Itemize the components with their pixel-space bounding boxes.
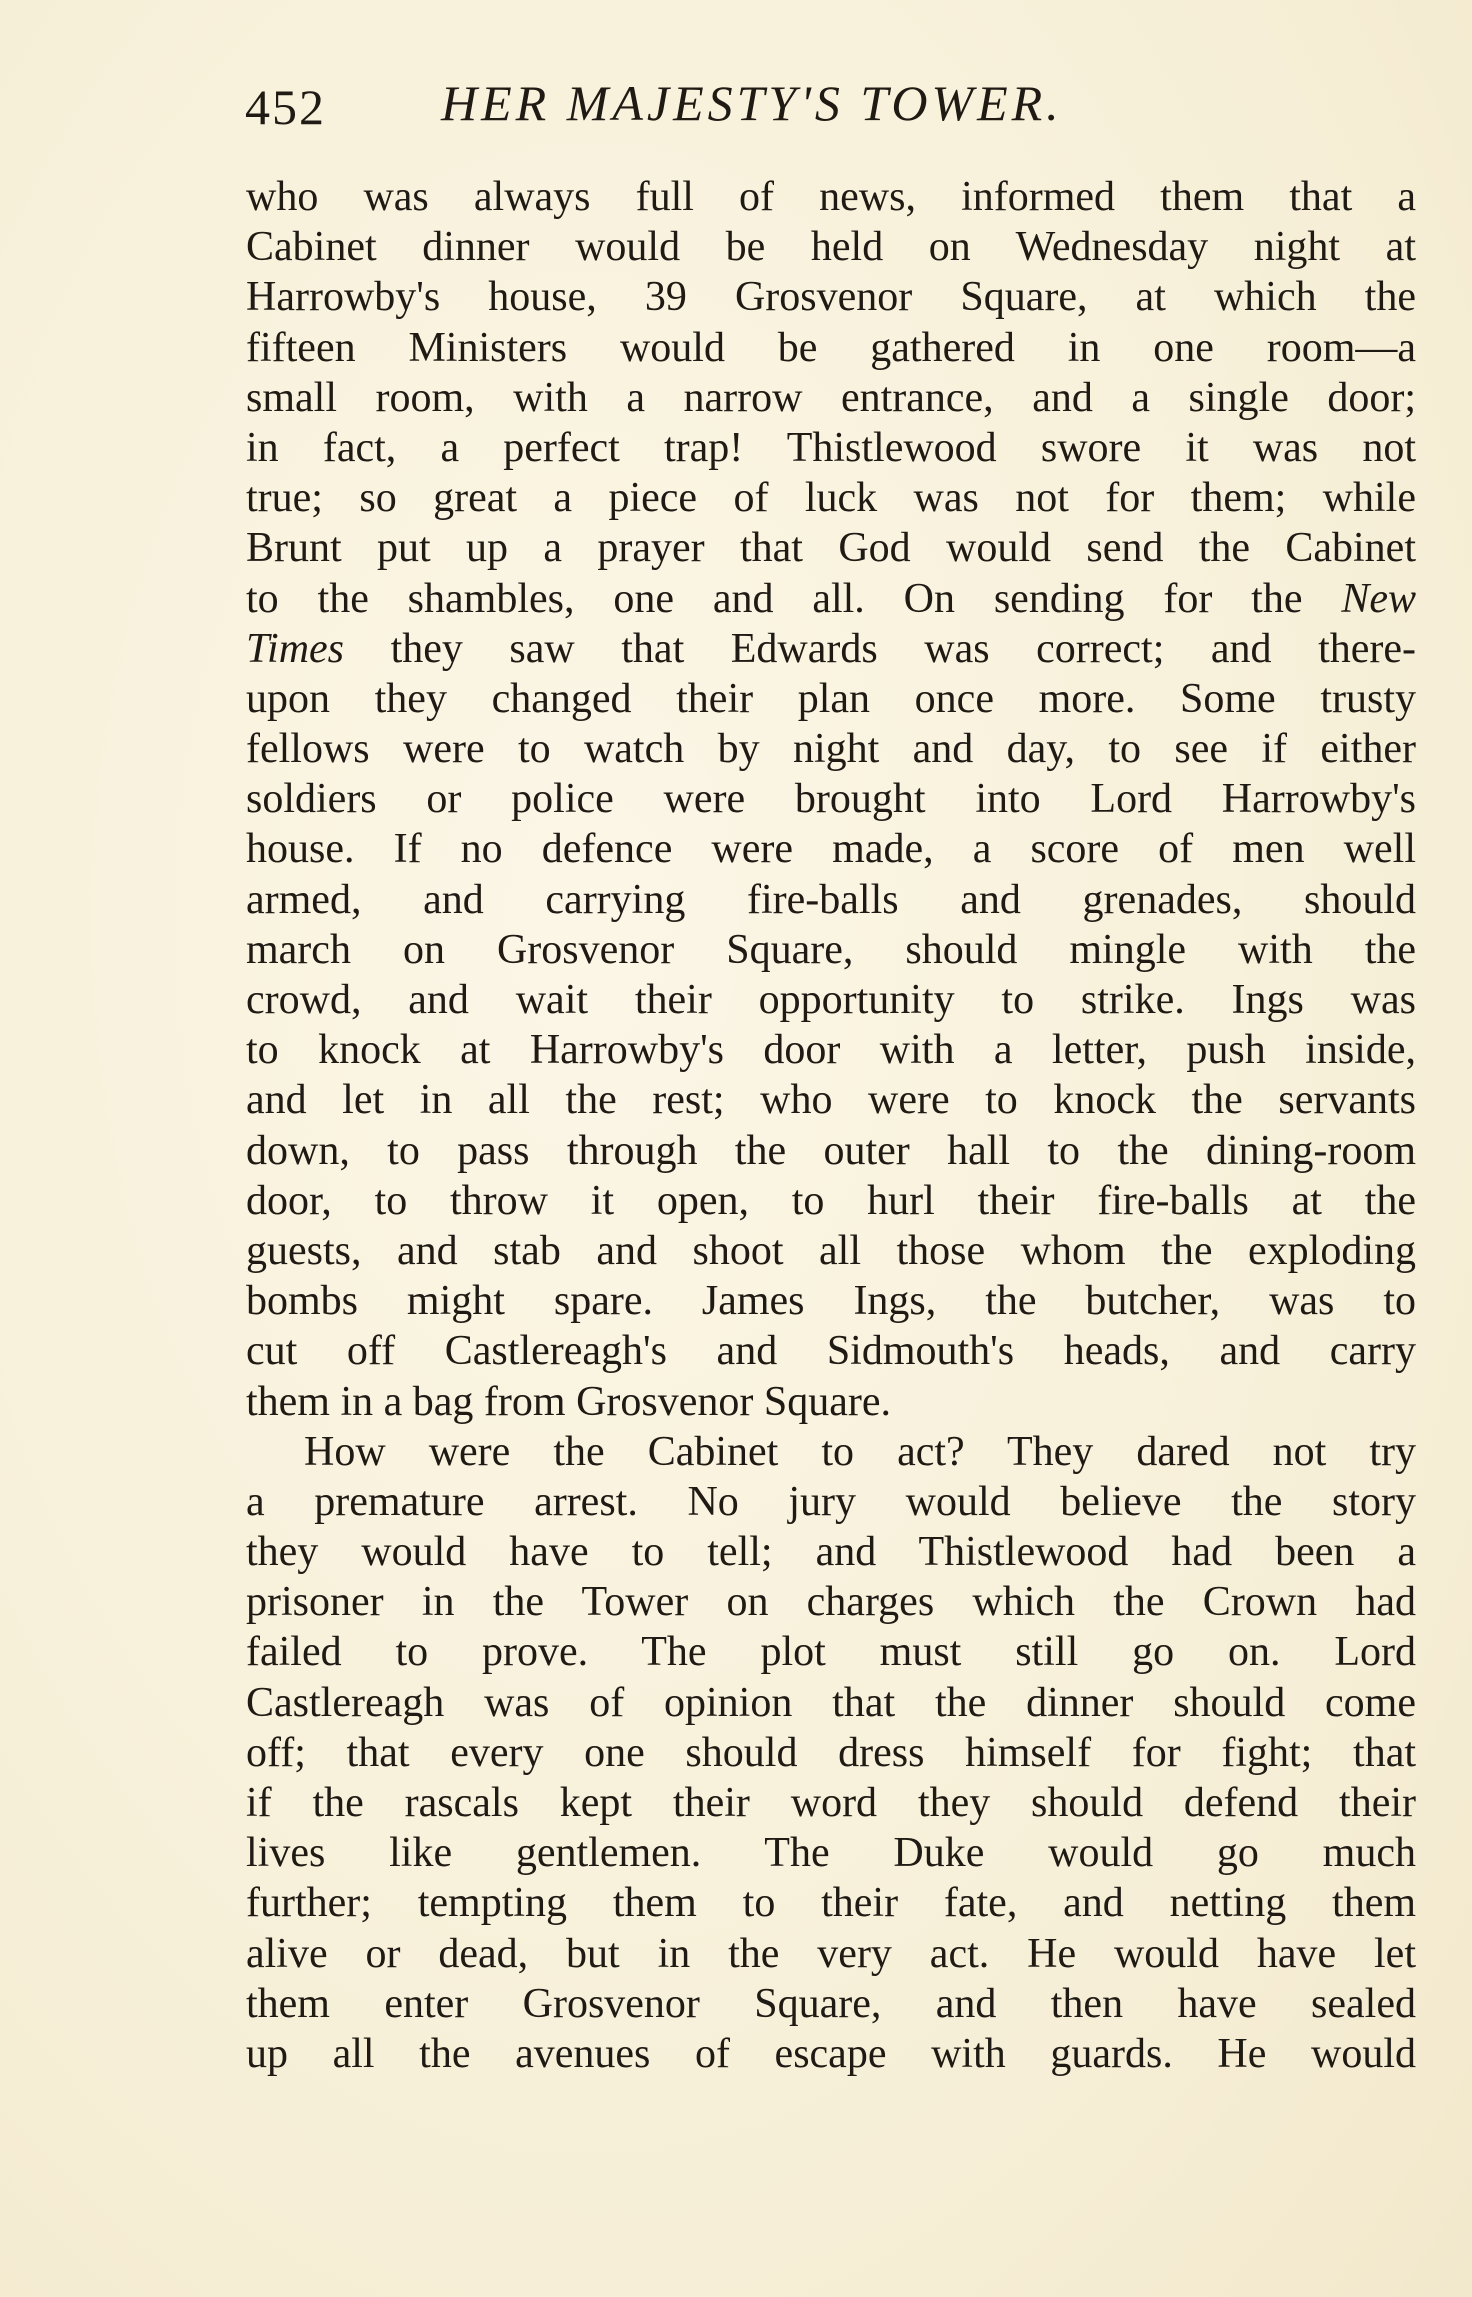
- paragraph-1: [246, 172, 1416, 1427]
- running-title: HER MAJESTY'S TOWER.: [441, 75, 1063, 131]
- text-line: small room, with a narrow entrance, and a single door;: [246, 374, 1416, 421]
- text-line: if the rascals kept their word they should defend their: [246, 1780, 1416, 1826]
- text-line: in fact, a perfect trap! Thistlewood swore it was not: [246, 424, 1416, 471]
- text-line: house. If no defence were made, a score of men well: [246, 826, 1416, 873]
- text-line: alive or dead, but in the very act. He would have let: [246, 1930, 1416, 1977]
- text-line: them enter Grosvenor Square, and then have sealed: [246, 1980, 1416, 2027]
- text-line: fifteen Ministers would be gathered in one room—a: [246, 324, 1416, 371]
- paragraph-2: [246, 1427, 1416, 2079]
- text-line: Castlereagh was of opinion that the dinner should come: [246, 1679, 1416, 1726]
- text-line: soldiers or police were brought into Lord Harrowby's: [246, 776, 1416, 823]
- body-text: [246, 172, 1416, 2079]
- text-line: Brunt put up a prayer that God would send the Cabinet: [246, 525, 1416, 572]
- italic-title: New: [1341, 575, 1416, 622]
- text-line: true; so great a piece of luck was not for them; while: [246, 475, 1416, 522]
- text-line: Harrowby's house, 39 Grosvenor Square, at which the: [246, 274, 1416, 321]
- text-line: How were the Cabinet to act? They dared not try: [304, 1428, 1416, 1475]
- text-line: crowd, and wait their opportunity to strike. Ings was: [246, 977, 1416, 1023]
- text-line: and let in all the rest; who were to knock the servants: [246, 1077, 1416, 1124]
- text-line: further; tempting them to their fate, and netting them: [246, 1880, 1416, 1927]
- text-line: up all the avenues of escape with guards. He would: [246, 2030, 1416, 2077]
- page-number: 452: [245, 79, 326, 135]
- text-line: cut off Castlereagh's and Sidmouth's heads, and carry: [246, 1328, 1416, 1375]
- running-head: [245, 68, 1415, 138]
- text-line: door, to throw it open, to hurl their fire-balls at the: [246, 1177, 1416, 1224]
- italic-title: Times: [246, 625, 345, 672]
- text-line: down, to pass through the outer hall to the dining-room: [246, 1127, 1416, 1174]
- text-line: fellows were to watch by night and day, to see if either: [246, 726, 1416, 773]
- text-line: bombs might spare. James Ings, the butcher, was to: [246, 1278, 1416, 1325]
- text-line: who was always full of news, informed them that a: [246, 174, 1416, 220]
- text-line: armed, and carrying fire-balls and grenades, should: [246, 876, 1416, 923]
- text-line: Cabinet dinner would be held on Wednesday night at: [246, 224, 1416, 271]
- text-line: they would have to tell; and Thistlewood had been a: [246, 1529, 1416, 1576]
- text-line: to the shambles, one and all. On sending for the New: [246, 575, 1416, 622]
- text-line: failed to prove. The plot must still go on. Lord: [246, 1629, 1416, 1676]
- text-line: upon they changed their plan once more. Some trusty: [246, 675, 1416, 722]
- text-line: a premature arrest. No jury would believe the story: [246, 1478, 1416, 1525]
- text-line: them in a bag from Grosvenor Square.: [246, 1378, 891, 1425]
- text-line: lives like gentlemen. The Duke would go much: [246, 1830, 1416, 1877]
- text-line: off; that every one should dress himself for fight; that: [246, 1729, 1416, 1776]
- text-line: march on Grosvenor Square, should mingle with the: [246, 926, 1416, 973]
- text-line: guests, and stab and shoot all those whom the exploding: [246, 1227, 1416, 1274]
- text-line: prisoner in the Tower on charges which the Crown had: [246, 1579, 1416, 1626]
- text-line: Times they saw that Edwards was correct; and there-: [246, 625, 1416, 672]
- text-line: to knock at Harrowby's door with a letter, push inside,: [246, 1027, 1416, 1074]
